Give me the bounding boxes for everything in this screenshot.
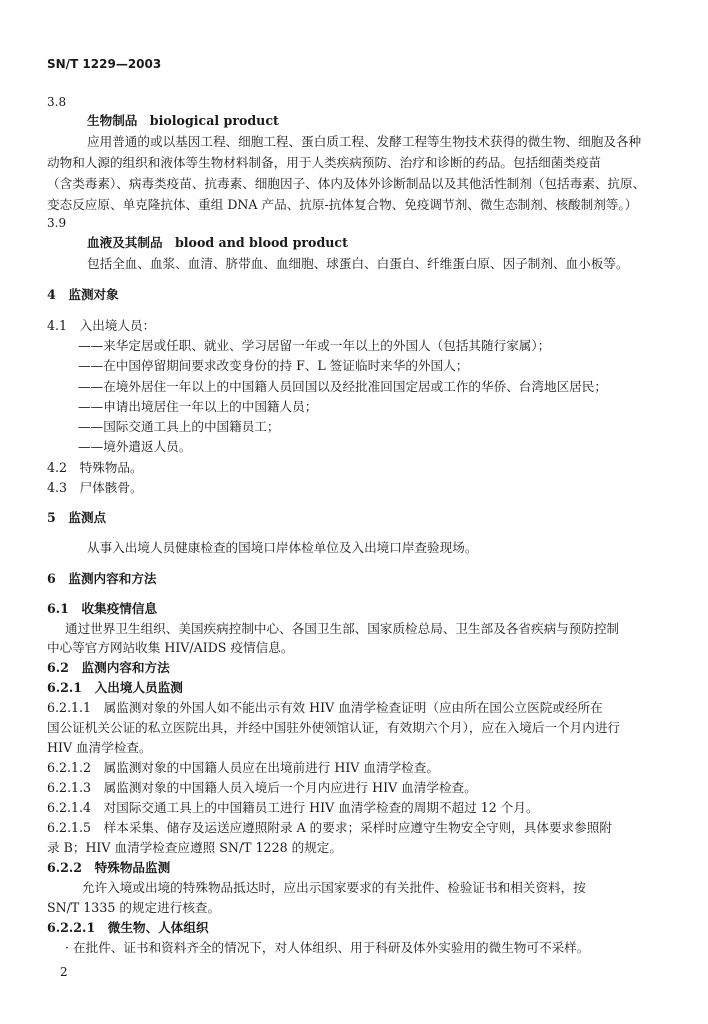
section-4-2: 4.2 特殊物品。	[47, 460, 143, 475]
section-6-2-2-line-1: 允许入境或出境的特殊物品抵达时，应出示国家要求的有关批件、检验证书和相关资料，按	[82, 880, 586, 895]
section-3-8-def-line-1: 应用普通的或以基因工程、细胞工程、蛋白质工程、发酵工程等生物技术获得的微生物、细胞及各种	[87, 134, 642, 149]
clause-6-2-1-5-line-1: 6.2.1.5 样本采集、储存及运送应遵照附录 A 的要求；采样时应遵守生物安全守则，具体要求参照附	[47, 820, 612, 835]
section-4-1: 4.1 入出境人员：	[47, 318, 156, 333]
clause-6-2-1-2: 6.2.1.2 属监测对象的中国籍人员应在出境前进行 HIV 血清学检查。	[47, 760, 439, 775]
term-zh: 血液及其制品	[87, 235, 163, 250]
list-item: ——申请出境居住一年以上的中国籍人员；	[78, 399, 318, 414]
section-3-8-def-line-3: （含类毒素）、病毒类疫苗、抗毒素、细胞因子、体内及体外诊断制品以及其他活性制剂（包括毒素、抗原、	[47, 176, 646, 191]
section-6-2-2-1-heading: 6.2.2.1 微生物、人体组织	[47, 920, 209, 935]
section-3-8-def-line-2: 动物和人源的组织和液体等生物材料制备，用于人类疾病预防、治疗和诊断的药品。包括细菌类疫苗	[47, 155, 602, 170]
section-6-heading: 6 监测内容和方法	[47, 571, 157, 586]
section-3-9-number: 3.9	[47, 216, 67, 230]
section-5-heading: 5 监测点	[47, 510, 107, 525]
list-item: ——国际交通工具上的中国籍员工；	[78, 419, 280, 434]
list-item: ——在中国停留期间要求改变身份的持 F、L 签证临时来华的外国人；	[78, 358, 469, 373]
clause-6-2-1-4: 6.2.1.4 对国际交通工具上的中国籍员工进行 HIV 血清学检查的周期不超过 12 个月。	[47, 800, 539, 815]
term-en: biological product	[149, 113, 279, 128]
section-6-2-1-heading: 6.2.1 入出境人员监测	[47, 680, 183, 695]
list-item: ——境外遣返人员。	[78, 439, 192, 454]
term-en: blood and blood product	[174, 235, 348, 250]
section-3-9-term	[87, 235, 348, 251]
section-3-8-term	[87, 113, 279, 129]
section-4-3: 4.3 尸体骸骨。	[47, 480, 143, 495]
section-6-2-2-heading: 6.2.2 特殊物品监测	[47, 860, 171, 875]
list-item: ——在境外居住一年以上的中国籍人员回国以及经批准回国定居或工作的华侨、台湾地区居民；	[78, 379, 607, 394]
term-zh: 生物制品	[87, 113, 138, 128]
standard-code-header: SN/T 1229—2003	[47, 57, 162, 71]
section-6-1-line-1: 通过世界卫生组织、美国疾病控制中心、各国卫生部、国家质检总局、卫生部及各省疾病与预防控制	[65, 621, 620, 636]
page-number: 2	[60, 965, 68, 979]
section-6-2-2-1-text: · 在批件、证书和资料齐全的情况下，对人体组织、用于科研及体外实验用的微生物可不采样。	[65, 940, 590, 955]
section-3-8-number: 3.8	[47, 95, 67, 109]
section-3-9-def: 包括全血、血浆、血清、脐带血、血细胞、球蛋白、白蛋白、纤维蛋白原、因子制剂、血小板等。	[87, 256, 629, 271]
clause-6-2-1-3: 6.2.1.3 属监测对象的中国籍人员入境后一个月内应进行 HIV 血清学检查。	[47, 780, 477, 795]
section-4-heading: 4 监测对象	[47, 287, 119, 302]
section-6-1-line-2: 中心等官方网站收集 HIV/AIDS 疫情信息。	[47, 640, 294, 655]
clause-6-2-1-1-line-3: HIV 血清学检查。	[47, 740, 152, 755]
list-item: ——来华定居或任职、就业、学习居留一年或一年以上的外国人（包括其随行家属）；	[78, 338, 551, 353]
clause-6-2-1-1-line-1: 6.2.1.1 属监测对象的外国人如不能出示有效 HIV 血清学检查证明（应由所在国公立医院或经所在	[47, 700, 603, 715]
section-6-1-heading: 6.1 收集疫情信息	[47, 601, 158, 616]
section-3-8-def-line-4: 变态反应原、单克隆抗体、重组 DNA 产品、抗原-抗体复合物、免疫调节剂、微生态制剂、核酸制剂等。）	[47, 197, 638, 212]
clause-6-2-1-5-line-2: 录 B；HIV 血清学检查应遵照 SN/T 1228 的规定。	[47, 840, 342, 855]
section-6-2-2-line-2: SN/T 1335 的规定进行核查。	[47, 900, 221, 915]
section-6-2-heading: 6.2 监测内容和方法	[47, 660, 170, 675]
clause-6-2-1-1-line-2: 国公证机关公证的私立医院出具，并经中国驻外使领馆认证，有效期六个月），应在入境后一个月内进行	[47, 720, 621, 735]
section-5-text: 从事入出境人员健康检查的国境口岸体检单位及入出境口岸查验现场。	[87, 540, 478, 555]
